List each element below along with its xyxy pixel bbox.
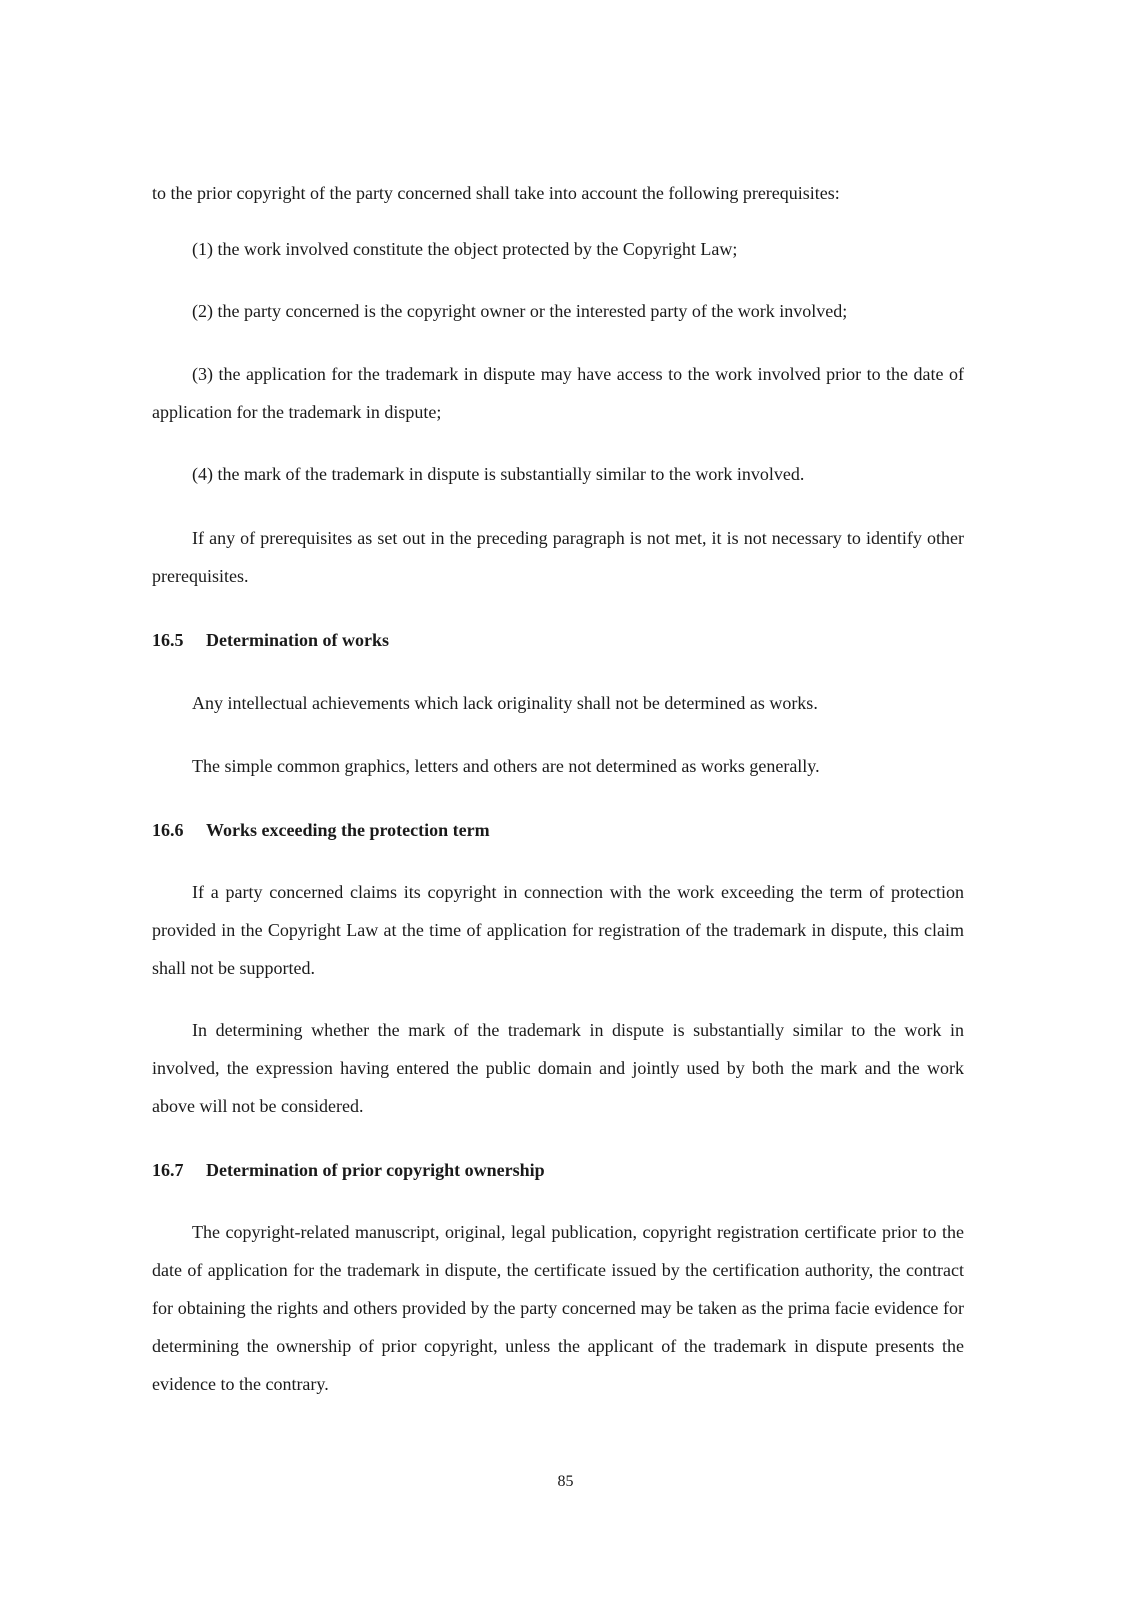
- section-heading-16-5: [152, 628, 389, 652]
- paragraph-item-1: (1) the work involved constitute the object protected by the Copyright Law;: [192, 239, 738, 259]
- paragraph-prerequisites-intro: to the prior copyright of the party concerned shall take into account the following prerequisites:: [152, 183, 840, 203]
- page-number: 85: [557, 1473, 574, 1490]
- section-title: Determination of works: [206, 630, 389, 650]
- paragraph-originality: Any intellectual achievements which lack originality shall not be determined as works.: [192, 693, 818, 713]
- section-heading-16-7: [152, 1158, 545, 1182]
- section-number: 16.7: [152, 1160, 184, 1180]
- paragraph-prima-facie-evidence: The copyright-related manuscript, original, legal publication, copyright registration certificate prior to the date of application for the trademark in dispute, the certificate issued by the certification authority, the contract for obtaining the rights and others provided by the party concerned may be taken as the prima facie evidence for determining the ownership of prior copyright, unless the applicant of the trademark in dispute presents the evidence to the contrary.: [152, 1222, 964, 1394]
- paragraph-simple-graphics: The simple common graphics, letters and others are not determined as works generally.: [192, 756, 820, 776]
- paragraph-prerequisites-not-met: If any of prerequisites as set out in the preceding paragraph is not met, it is not necessary to identify other prerequisites.: [152, 528, 964, 586]
- section-number: 16.5: [152, 630, 184, 650]
- paragraph-item-4: (4) the mark of the trademark in dispute is substantially similar to the work involved.: [192, 464, 805, 484]
- section-number: 16.6: [152, 820, 184, 840]
- section-heading-16-6: [152, 818, 490, 842]
- paragraph-protection-term: If a party concerned claims its copyright in connection with the work exceeding the term of protection provided in the Copyright Law at the time of application for registration of the trademark in dispute, this claim shall not be supported.: [152, 882, 964, 978]
- paragraph-public-domain: In determining whether the mark of the trademark in dispute is substantially similar to the work in involved, the expression having entered the public domain and jointly used by both the mark and the work above will not be considered.: [152, 1020, 964, 1116]
- paragraph-item-3: (3) the application for the trademark in dispute may have access to the work involved prior to the date of application for the trademark in dispute;: [152, 364, 964, 422]
- section-title: Determination of prior copyright ownership: [206, 1160, 545, 1180]
- section-title: Works exceeding the protection term: [206, 820, 490, 840]
- paragraph-item-2: (2) the party concerned is the copyright owner or the interested party of the work involved;: [192, 301, 848, 321]
